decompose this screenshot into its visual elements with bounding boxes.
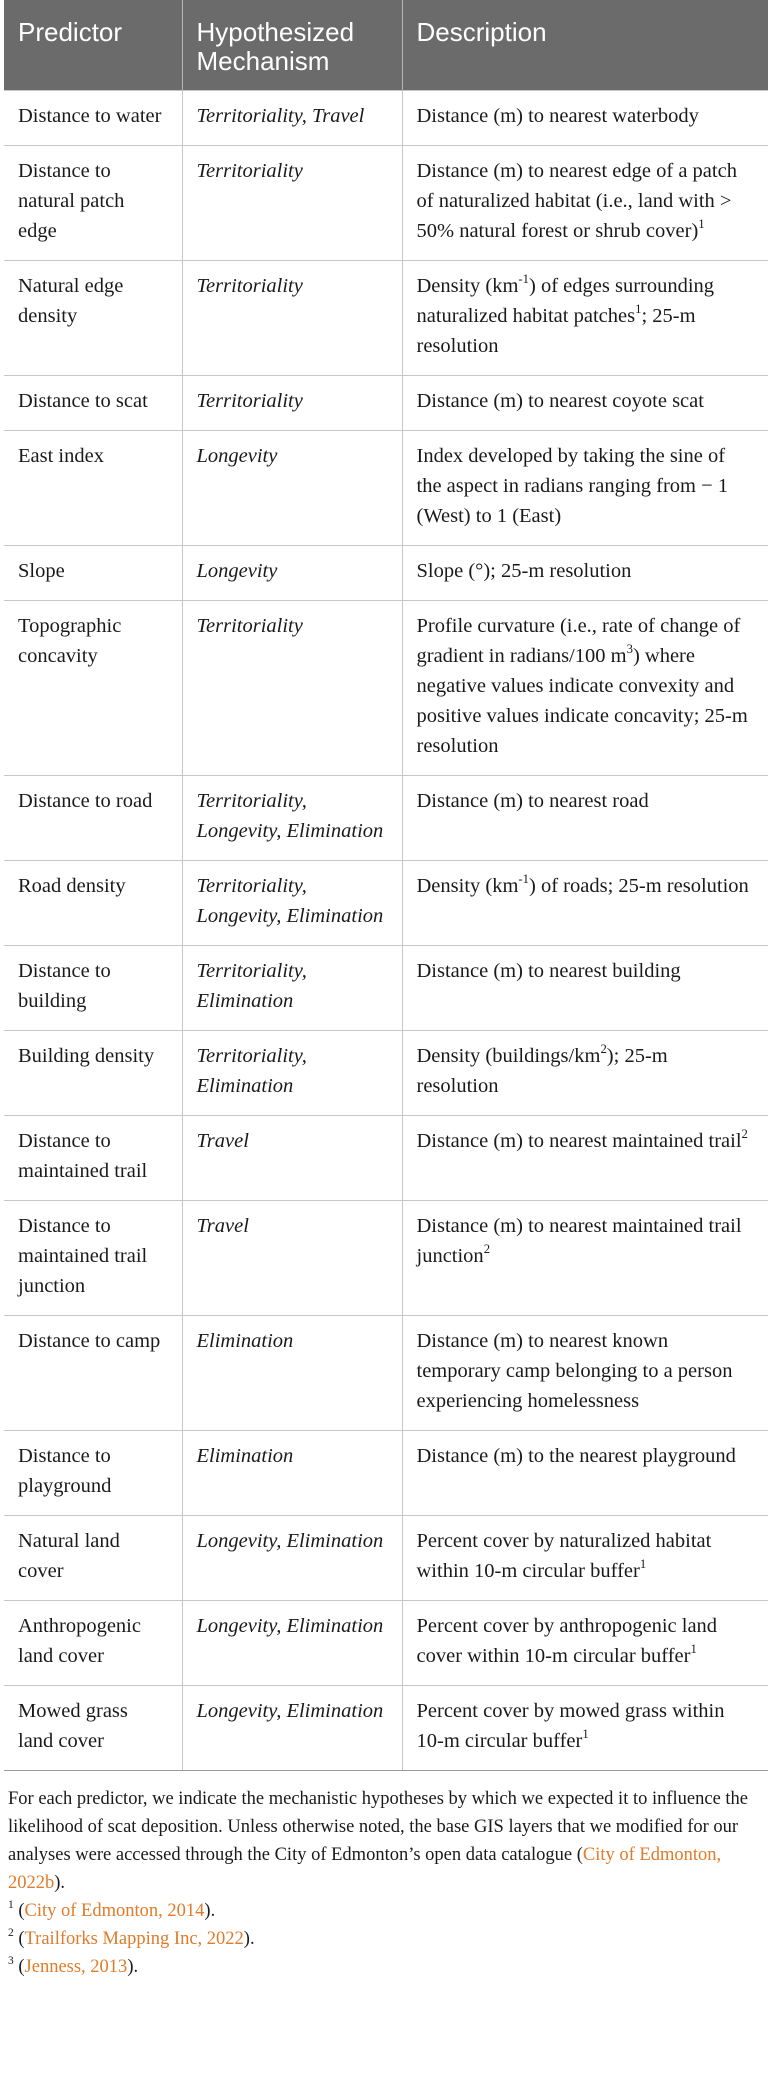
mechanism-cell: Longevity, Elimination [182,1686,402,1771]
predictor-cell: Distance to road [4,776,182,861]
predictor-cell: Distance to scat [4,376,182,431]
table-row [4,91,768,146]
mechanism-cell: Territoriality [182,146,402,261]
predictor-table-container [4,0,768,1981]
description-cell: Slope (°); 25-m resolution [402,546,768,601]
footnote-marker: 2 [741,1126,748,1141]
predictor-cell: East index [4,431,182,546]
table-row [4,376,768,431]
footnote-marker: 1 [582,1726,589,1741]
table-row [4,776,768,861]
predictor-cell: Natural edge density [4,261,182,376]
description-cell: Distance (m) to the nearest playground [402,1431,768,1516]
description-cell: Distance (m) to nearest maintained trail$^2$ [402,1116,768,1201]
description-cell: Distance (m) to nearest edge of a patch of naturalized habitat (i.e., land with > 50% natural forest or shrub cover)$^1$ [402,146,768,261]
mechanism-cell: Longevity [182,546,402,601]
predictor-cell: Mowed grass land cover [4,1686,182,1771]
description-cell: Distance (m) to nearest road [402,776,768,861]
citation-link[interactable]: Trailforks Mapping Inc, 2022 [24,1929,244,1949]
header-description: Description [402,0,768,91]
predictor-cell: Anthropogenic land cover [4,1601,182,1686]
table-row [4,946,768,1031]
mechanism-cell: Longevity, Elimination [182,1601,402,1686]
citation-link[interactable]: Jenness, 2013 [24,1957,128,1977]
mechanism-cell: Territoriality, Longevity, Elimination [182,776,402,861]
table-row [4,1686,768,1771]
table-row [4,146,768,261]
predictor-cell: Distance to maintained trail [4,1116,182,1201]
description-cell: Percent cover by naturalized habitat within 10-m circular buffer$^1$ [402,1516,768,1601]
description-cell: Distance (m) to nearest maintained trail junction$^2$ [402,1201,768,1316]
footnote-marker: 1 [698,216,705,231]
mechanism-cell: Longevity [182,431,402,546]
predictor-cell: Building density [4,1031,182,1116]
table-row [4,1516,768,1601]
mechanism-cell: Territoriality, Elimination [182,1031,402,1116]
predictor-cell: Distance to camp [4,1316,182,1431]
description-cell: Distance (m) to nearest waterbody [402,91,768,146]
description-cell: Density $(km^{-1})$ of roads; 25-m resolution [402,861,768,946]
description-cell: Density $(buildings/km^2)$; 25-m resolution [402,1031,768,1116]
footnote-item: $^1$ (City of Edmonton, 2014). [8,1898,216,1921]
description-cell: Distance (m) to nearest coyote scat [402,376,768,431]
table-row [4,1431,768,1516]
predictor-cell: Natural land cover [4,1516,182,1601]
description-cell: Index developed by taking the sine of the aspect in radians ranging from − 1 (West) to 1 (East) [402,431,768,546]
mechanism-cell: Travel [182,1201,402,1316]
citation-link[interactable]: City of Edmonton, 2014 [24,1901,205,1921]
table-row [4,546,768,601]
footnote-item: $^3$ (Jenness, 2013). [8,1954,139,1977]
table-row [4,261,768,376]
mechanism-cell: Longevity, Elimination [182,1516,402,1601]
predictor-cell: Topographic concavity [4,601,182,776]
footnote-item: $^2$ (Trailforks Mapping Inc, 2022). [8,1926,255,1949]
mechanism-cell: Travel [182,1116,402,1201]
mechanism-cell: Territoriality [182,261,402,376]
table-row [4,1316,768,1431]
table-row [4,1201,768,1316]
citation-link[interactable]: City of Edmonton, 2022b [8,1845,722,1893]
predictor-cell: Road density [4,861,182,946]
predictor-cell: Distance to natural patch edge [4,146,182,261]
predictor-cell: Distance to playground [4,1431,182,1516]
predictor-cell: Distance to maintained trail junction [4,1201,182,1316]
footnote-marker: 1 [690,1641,697,1656]
predictor-cell: Distance to building [4,946,182,1031]
table-header [4,0,768,91]
footnote-main-text: For each predictor, we indicate the mechanistic hypotheses by which we expected it to influence the likelihood of scat deposition. Unless otherwise noted, the base GIS layers that we modified for our analyses were accessed through the City of Edmonton’s open data catalogue [8,1789,749,1865]
table-footnotes [4,1771,768,1981]
table-row [4,431,768,546]
predictor-cell: Distance to water [4,91,182,146]
mechanism-cell: Territoriality, Travel [182,91,402,146]
footnote-marker: 1 [639,1556,647,1571]
header-predictor: Predictor [4,0,182,91]
description-cell: Distance (m) to nearest building [402,946,768,1031]
description-cell: Distance (m) to nearest known temporary camp belonging to a person experiencing homelessness [402,1316,768,1431]
mechanism-cell: Territoriality [182,601,402,776]
predictor-cell: Slope [4,546,182,601]
footnote-main: For each predictor, we indicate the mechanistic hypotheses by which we expected it to influence the likelihood of scat deposition. Unless otherwise noted, the base GIS layers that we modified for our analyses were accessed through the City of Edmonton’s open data catalogue (City of Edmonton, 2022b). [8,1789,749,1893]
table-row [4,861,768,946]
table-row [4,1116,768,1201]
mechanism-cell: Territoriality, Elimination [182,946,402,1031]
table-row [4,1031,768,1116]
footnote-list [8,1897,764,1981]
mechanism-cell: Territoriality [182,376,402,431]
mechanism-cell: Territoriality, Longevity, Elimination [182,861,402,946]
mechanism-cell: Elimination [182,1316,402,1431]
description-cell: Density $(km^{-1})$ of edges surrounding naturalized habitat patches$^1$; 25-m resolution [402,261,768,376]
table-row [4,601,768,776]
footnote-marker: 2 [483,1241,491,1256]
description-cell: Percent cover by mowed grass within 10-m circular buffer$^1$ [402,1686,768,1771]
description-cell: Profile curvature (i.e., rate of change of gradient in radians/100 $m^3$) where negative values indicate convexity and positive values indicate concavity; 25-m resolution [402,601,768,776]
mechanism-cell: Elimination [182,1431,402,1516]
header-mechanism: Hypothesized Mechanism [182,0,402,91]
table-body [4,91,768,1771]
predictor-table [4,0,768,1771]
table-row [4,1601,768,1686]
description-cell: Percent cover by anthropogenic land cover within 10-m circular buffer$^1$ [402,1601,768,1686]
